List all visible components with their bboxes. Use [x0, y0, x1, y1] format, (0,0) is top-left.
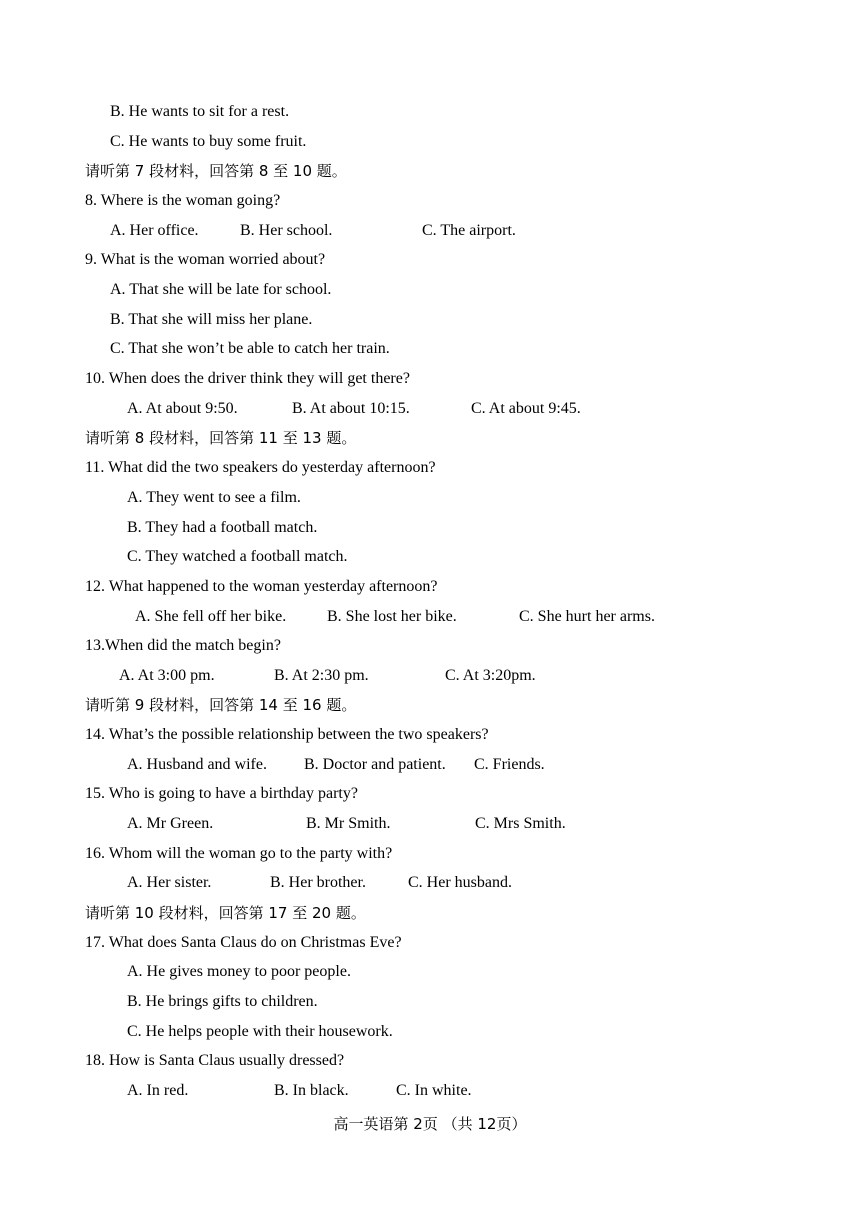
q8-option-a: A. Her office. — [110, 222, 199, 239]
q10-option-a: A. At about 9:50. — [127, 400, 238, 417]
q15-option-a: A. Mr Green. — [127, 815, 214, 832]
q11-option-a: A. They went to see a film. — [127, 489, 301, 506]
q15-option-b: B. Mr Smith. — [306, 815, 391, 832]
q16-option-c: C. Her husband. — [408, 874, 512, 891]
q8-option-b: B. Her school. — [240, 222, 333, 239]
q9-option-c: C. That she won’t be able to catch her train. — [110, 340, 390, 357]
q13-option-c: C. At 3:20pm. — [445, 667, 536, 684]
q10-option-c: C. At about 9:45. — [471, 400, 581, 417]
q18-option-a: A. In red. — [127, 1082, 189, 1099]
q13-option-b: B. At 2:30 pm. — [274, 667, 369, 684]
q17-option-b: B. He brings gifts to children. — [127, 993, 318, 1010]
q14-option-a: A. Husband and wife. — [127, 756, 267, 773]
q8-option-c: C. The airport. — [422, 222, 516, 239]
page-footer: 高一英语第 2页 （共 12页） — [333, 1115, 527, 1133]
q13-option-a: A. At 3:00 pm. — [119, 667, 215, 684]
q7-option-c: C. He wants to buy some fruit. — [110, 133, 307, 150]
section-9-instruction: 请听第 9 段材料，回答第 14 至 16 题。 — [85, 696, 357, 714]
q18-option-c: C. In white. — [396, 1082, 472, 1099]
q18-question: 18. How is Santa Claus usually dressed? — [85, 1052, 345, 1069]
q14-option-c: C. Friends. — [474, 756, 545, 773]
q12-option-a: A. She fell off her bike. — [135, 608, 287, 625]
section-7-instruction: 请听第 7 段材料，回答第 8 至 10 题。 — [85, 162, 347, 180]
q15-option-c: C. Mrs Smith. — [475, 815, 566, 832]
q14-option-b: B. Doctor and patient. — [304, 756, 446, 773]
q13-question: 13.When did the match begin? — [85, 637, 281, 654]
q18-option-b: B. In black. — [274, 1082, 349, 1099]
q11-option-c: C. They watched a football match. — [127, 548, 348, 565]
q10-question: 10. When does the driver think they will get there? — [85, 370, 410, 387]
q11-question: 11. What did the two speakers do yesterday afternoon? — [85, 459, 436, 476]
q15-question: 15. Who is going to have a birthday party? — [85, 785, 358, 802]
q17-question: 17. What does Santa Claus do on Christmas Eve? — [85, 934, 402, 951]
q8-question: 8. Where is the woman going? — [85, 192, 281, 209]
q9-option-b: B. That she will miss her plane. — [110, 311, 313, 328]
q17-option-a: A. He gives money to poor people. — [127, 963, 351, 980]
q12-question: 12. What happened to the woman yesterday afternoon? — [85, 578, 438, 595]
q11-option-b: B. They had a football match. — [127, 519, 318, 536]
section-10-instruction: 请听第 10 段材料，回答第 17 至 20 题。 — [85, 904, 366, 922]
q14-question: 14. What’s the possible relationship between the two speakers? — [85, 726, 489, 743]
q17-option-c: C. He helps people with their housework. — [127, 1023, 393, 1040]
q7-option-b: B. He wants to sit for a rest. — [110, 103, 290, 120]
q10-option-b: B. At about 10:15. — [292, 400, 410, 417]
q16-question: 16. Whom will the woman go to the party with? — [85, 845, 393, 862]
q12-option-c: C. She hurt her arms. — [519, 608, 655, 625]
q9-option-a: A. That she will be late for school. — [110, 281, 332, 298]
q12-option-b: B. She lost her bike. — [327, 608, 457, 625]
q9-question: 9. What is the woman worried about? — [85, 251, 326, 268]
section-8-instruction: 请听第 8 段材料，回答第 11 至 13 题。 — [85, 429, 357, 447]
q16-option-b: B. Her brother. — [270, 874, 366, 891]
q16-option-a: A. Her sister. — [127, 874, 212, 891]
